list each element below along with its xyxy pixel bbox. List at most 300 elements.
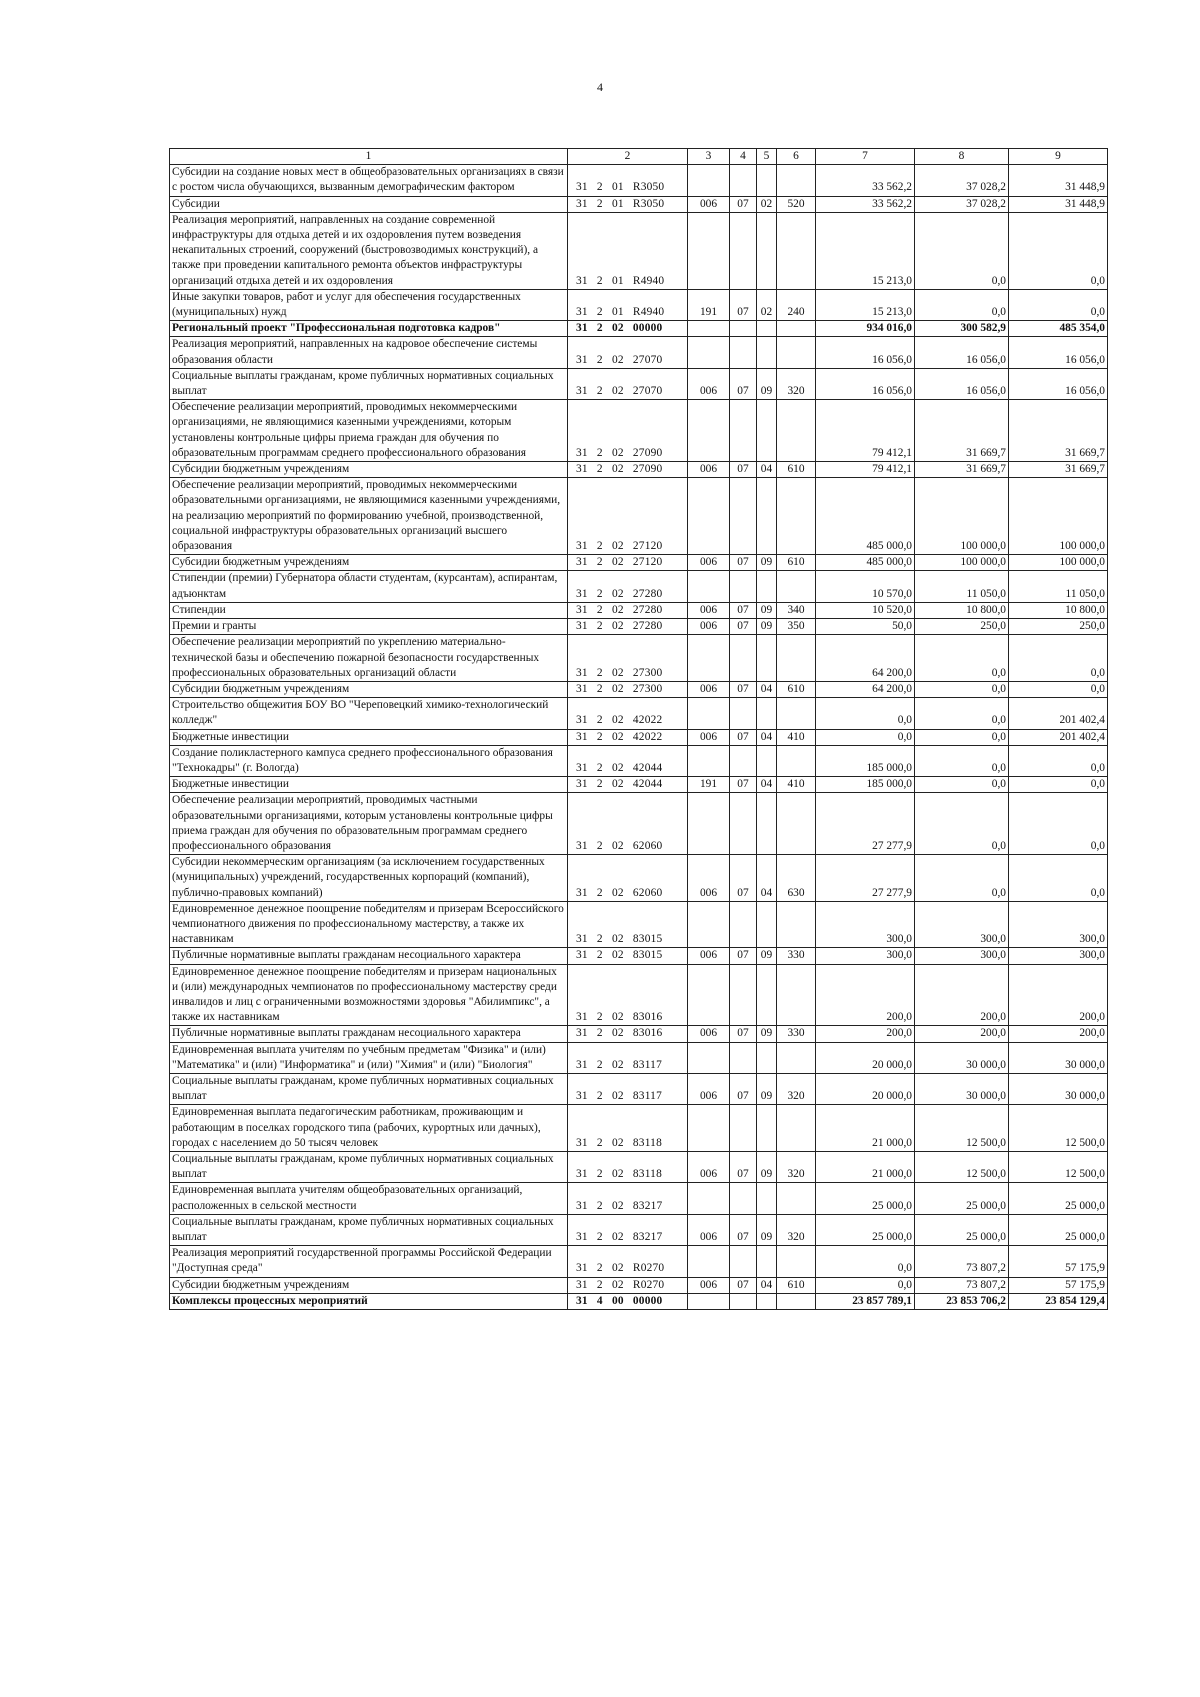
row-code: 31 2 02 27120 (568, 555, 688, 571)
row-kvr (688, 964, 730, 1026)
row-value-col7: 0,0 (816, 729, 915, 745)
row-kvr (688, 1183, 730, 1214)
table-row (170, 196, 1108, 212)
row-subsection: 09 (757, 555, 777, 571)
table-row (170, 901, 1108, 948)
page-number: 4 (597, 80, 603, 94)
row-kvr (688, 478, 730, 555)
row-value-col7: 64 200,0 (816, 681, 915, 697)
row-subsection (757, 321, 777, 337)
row-subsection: 04 (757, 855, 777, 902)
row-value-col8: 31 669,7 (915, 400, 1009, 462)
row-value-col8: 12 500,0 (915, 1152, 1009, 1183)
row-name: Стипендии (170, 602, 568, 618)
row-kosgu (777, 337, 816, 368)
row-code: 31 2 01 R3050 (568, 196, 688, 212)
row-value-col7: 79 412,1 (816, 462, 915, 478)
row-kvr (688, 635, 730, 682)
row-kvr (688, 571, 730, 602)
row-name: Субсидии бюджетным учреждениям (170, 1277, 568, 1293)
row-value-col9: 0,0 (1009, 745, 1108, 776)
row-name: Единовременная выплата педагогическим работникам, проживающим и работающим в поселках городского типа (рабочих, курортных или дачных), городах с населением до 50 тысяч человек (170, 1105, 568, 1152)
row-code: 31 2 02 83016 (568, 964, 688, 1026)
row-value-col9: 31 448,9 (1009, 196, 1108, 212)
row-kosgu (777, 793, 816, 855)
row-value-col7: 0,0 (816, 1246, 915, 1277)
row-subsection: 04 (757, 1277, 777, 1293)
row-section (730, 212, 757, 289)
row-kvr (688, 337, 730, 368)
row-value-col9: 16 056,0 (1009, 337, 1108, 368)
row-value-col7: 0,0 (816, 1277, 915, 1293)
row-subsection (757, 1246, 777, 1277)
row-value-col9: 25 000,0 (1009, 1214, 1108, 1245)
row-name: Обеспечение реализации мероприятий, проводимых частными образовательными организациями, которым установлены контрольные цифры приема граждан для обучения по образовательным программам среднего профессионального образования (170, 793, 568, 855)
row-name: Стипендии (премии) Губернатора области студентам, (курсантам), аспирантам, адъюнктам (170, 571, 568, 602)
row-name: Единовременная выплата учителям общеобразовательных организаций, расположенных в сельской местности (170, 1183, 568, 1214)
row-value-col9: 30 000,0 (1009, 1042, 1108, 1073)
row-code: 31 2 02 83117 (568, 1073, 688, 1104)
row-value-col9: 12 500,0 (1009, 1105, 1108, 1152)
row-name: Бюджетные инвестиции (170, 729, 568, 745)
row-kvr (688, 793, 730, 855)
row-value-col7: 10 520,0 (816, 602, 915, 618)
row-name: Публичные нормативные выплаты гражданам несоциального характера (170, 1026, 568, 1042)
row-value-col8: 0,0 (915, 855, 1009, 902)
row-subsection (757, 635, 777, 682)
row-code: 31 2 02 27300 (568, 635, 688, 682)
row-value-col9: 0,0 (1009, 289, 1108, 320)
row-value-col9: 100 000,0 (1009, 555, 1108, 571)
row-value-col7: 64 200,0 (816, 635, 915, 682)
row-value-col7: 934 016,0 (816, 321, 915, 337)
row-value-col8: 12 500,0 (915, 1105, 1009, 1152)
row-kosgu: 330 (777, 948, 816, 964)
row-kosgu: 330 (777, 1026, 816, 1042)
column-header: 9 (1009, 149, 1108, 165)
row-value-col7: 23 857 789,1 (816, 1293, 915, 1309)
row-section (730, 745, 757, 776)
row-kvr: 006 (688, 368, 730, 399)
row-value-col7: 0,0 (816, 698, 915, 729)
row-subsection (757, 1042, 777, 1073)
row-kosgu (777, 964, 816, 1026)
row-section: 07 (730, 196, 757, 212)
row-value-col8: 0,0 (915, 729, 1009, 745)
row-value-col8: 37 028,2 (915, 196, 1009, 212)
row-value-col9: 16 056,0 (1009, 368, 1108, 399)
row-kosgu: 320 (777, 368, 816, 399)
table-row (170, 1293, 1108, 1309)
row-kvr: 006 (688, 196, 730, 212)
row-section: 07 (730, 1073, 757, 1104)
row-value-col9: 0,0 (1009, 855, 1108, 902)
row-value-col8: 250,0 (915, 619, 1009, 635)
row-kvr: 006 (688, 602, 730, 618)
row-kosgu (777, 1246, 816, 1277)
row-value-col8: 25 000,0 (915, 1214, 1009, 1245)
table-row (170, 855, 1108, 902)
row-kvr: 006 (688, 681, 730, 697)
row-value-col7: 21 000,0 (816, 1105, 915, 1152)
row-value-col9: 300,0 (1009, 948, 1108, 964)
table-row (170, 777, 1108, 793)
row-section (730, 793, 757, 855)
table-row (170, 793, 1108, 855)
table-row (170, 571, 1108, 602)
budget-table (169, 148, 1108, 1310)
row-subsection (757, 1293, 777, 1309)
row-value-col7: 79 412,1 (816, 400, 915, 462)
row-subsection (757, 571, 777, 602)
row-section (730, 635, 757, 682)
row-subsection (757, 964, 777, 1026)
column-header: 8 (915, 149, 1009, 165)
row-section (730, 337, 757, 368)
row-section: 07 (730, 948, 757, 964)
row-kvr (688, 321, 730, 337)
row-value-col8: 0,0 (915, 681, 1009, 697)
row-code: 31 2 01 R4940 (568, 212, 688, 289)
row-kosgu: 610 (777, 555, 816, 571)
row-kosgu (777, 745, 816, 776)
row-kosgu: 320 (777, 1152, 816, 1183)
column-header: 1 (170, 149, 568, 165)
row-kvr (688, 400, 730, 462)
row-section (730, 1183, 757, 1214)
row-value-col8: 0,0 (915, 793, 1009, 855)
row-kosgu: 350 (777, 619, 816, 635)
row-value-col8: 37 028,2 (915, 165, 1009, 196)
row-subsection (757, 337, 777, 368)
row-subsection: 04 (757, 462, 777, 478)
row-subsection (757, 901, 777, 948)
row-value-col9: 250,0 (1009, 619, 1108, 635)
row-kvr: 006 (688, 1026, 730, 1042)
row-value-col7: 16 056,0 (816, 337, 915, 368)
row-section: 07 (730, 619, 757, 635)
row-subsection: 09 (757, 1214, 777, 1245)
row-value-col7: 185 000,0 (816, 745, 915, 776)
row-name: Иные закупки товаров, работ и услуг для обеспечения государственных (муниципальных) нужд (170, 289, 568, 320)
row-value-col8: 10 800,0 (915, 602, 1009, 618)
row-code: 31 2 02 83217 (568, 1183, 688, 1214)
row-subsection (757, 165, 777, 196)
row-section: 07 (730, 777, 757, 793)
row-kosgu: 320 (777, 1073, 816, 1104)
row-value-col7: 485 000,0 (816, 555, 915, 571)
row-name: Субсидии некоммерческим организациям (за исключением государственных (муниципальных) учреждений, государственных корпораций (компаний), публично-правовых компаний) (170, 855, 568, 902)
row-section (730, 571, 757, 602)
row-section: 07 (730, 855, 757, 902)
row-section: 07 (730, 1277, 757, 1293)
table-row (170, 729, 1108, 745)
row-value-col9: 200,0 (1009, 964, 1108, 1026)
row-value-col9: 10 800,0 (1009, 602, 1108, 618)
row-value-col7: 300,0 (816, 948, 915, 964)
row-kosgu (777, 212, 816, 289)
row-value-col7: 20 000,0 (816, 1042, 915, 1073)
row-kosgu: 610 (777, 1277, 816, 1293)
table-row (170, 681, 1108, 697)
row-value-col7: 33 562,2 (816, 196, 915, 212)
row-section (730, 478, 757, 555)
row-value-col8: 100 000,0 (915, 478, 1009, 555)
row-code: 31 2 02 42022 (568, 698, 688, 729)
row-code: 31 2 02 42044 (568, 745, 688, 776)
row-value-col7: 25 000,0 (816, 1214, 915, 1245)
row-section (730, 901, 757, 948)
row-name: Субсидии (170, 196, 568, 212)
row-value-col7: 185 000,0 (816, 777, 915, 793)
row-value-col8: 30 000,0 (915, 1042, 1009, 1073)
row-subsection (757, 400, 777, 462)
row-section: 07 (730, 1026, 757, 1042)
row-kosgu: 410 (777, 729, 816, 745)
row-value-col9: 57 175,9 (1009, 1246, 1108, 1277)
row-subsection: 09 (757, 948, 777, 964)
row-name: Социальные выплаты гражданам, кроме публичных нормативных социальных выплат (170, 368, 568, 399)
row-section: 07 (730, 729, 757, 745)
row-subsection (757, 698, 777, 729)
row-value-col9: 485 354,0 (1009, 321, 1108, 337)
row-value-col8: 30 000,0 (915, 1073, 1009, 1104)
row-subsection: 09 (757, 1026, 777, 1042)
row-subsection: 02 (757, 196, 777, 212)
row-subsection: 09 (757, 1152, 777, 1183)
table-row (170, 698, 1108, 729)
row-code: 31 2 02 62060 (568, 793, 688, 855)
table-row (170, 1246, 1108, 1277)
row-value-col7: 15 213,0 (816, 289, 915, 320)
row-code: 31 2 02 27090 (568, 462, 688, 478)
row-subsection (757, 745, 777, 776)
row-code: 31 2 02 27300 (568, 681, 688, 697)
row-value-col8: 25 000,0 (915, 1183, 1009, 1214)
row-code: 31 2 02 83118 (568, 1152, 688, 1183)
row-code: 31 2 02 83118 (568, 1105, 688, 1152)
row-value-col9: 201 402,4 (1009, 729, 1108, 745)
row-subsection: 09 (757, 368, 777, 399)
row-code: 31 2 02 R0270 (568, 1277, 688, 1293)
row-subsection: 04 (757, 777, 777, 793)
row-name: Обеспечение реализации мероприятий, проводимых некоммерческими организациями, не являющимися казенными учреждениями, которым установлены контрольные цифры приема граждан для обучения по образовательным программам среднего профессионального образования (170, 400, 568, 462)
row-value-col9: 23 854 129,4 (1009, 1293, 1108, 1309)
table-row (170, 321, 1108, 337)
row-kosgu (777, 571, 816, 602)
table-row (170, 478, 1108, 555)
row-value-col9: 31 448,9 (1009, 165, 1108, 196)
row-kosgu (777, 698, 816, 729)
row-kvr: 006 (688, 462, 730, 478)
row-value-col8: 0,0 (915, 777, 1009, 793)
row-value-col9: 100 000,0 (1009, 478, 1108, 555)
row-value-col9: 0,0 (1009, 793, 1108, 855)
row-code: 31 2 02 27090 (568, 400, 688, 462)
row-value-col8: 16 056,0 (915, 337, 1009, 368)
row-code: 31 2 02 R0270 (568, 1246, 688, 1277)
table-row (170, 745, 1108, 776)
row-value-col7: 200,0 (816, 1026, 915, 1042)
row-name: Региональный проект "Профессиональная подготовка кадров" (170, 321, 568, 337)
row-kosgu (777, 321, 816, 337)
row-name: Социальные выплаты гражданам, кроме публичных нормативных социальных выплат (170, 1152, 568, 1183)
table-row (170, 1214, 1108, 1245)
row-kosgu (777, 635, 816, 682)
row-kvr: 006 (688, 1214, 730, 1245)
row-value-col8: 0,0 (915, 745, 1009, 776)
row-kosgu (777, 165, 816, 196)
row-name: Единовременное денежное поощрение победителям и призерам национальных и (или) международных чемпионатов по профессиональному мастерству среди инвалидов и лиц с ограниченными возможностями здоровья "Абилимпикс", а также их наставникам (170, 964, 568, 1026)
row-kosgu: 340 (777, 602, 816, 618)
row-kvr (688, 1105, 730, 1152)
row-section: 07 (730, 462, 757, 478)
row-kosgu (777, 1293, 816, 1309)
row-code: 31 2 02 27070 (568, 337, 688, 368)
row-name: Социальные выплаты гражданам, кроме публичных нормативных социальных выплат (170, 1214, 568, 1245)
row-value-col8: 200,0 (915, 1026, 1009, 1042)
row-value-col8: 0,0 (915, 698, 1009, 729)
row-value-col8: 73 807,2 (915, 1246, 1009, 1277)
table-row (170, 635, 1108, 682)
row-kvr: 006 (688, 555, 730, 571)
row-section (730, 1293, 757, 1309)
row-section: 07 (730, 555, 757, 571)
row-code: 31 2 02 42022 (568, 729, 688, 745)
table-row (170, 602, 1108, 618)
row-value-col8: 300,0 (915, 948, 1009, 964)
table-row (170, 212, 1108, 289)
row-value-col9: 11 050,0 (1009, 571, 1108, 602)
row-name: Комплексы процессных мероприятий (170, 1293, 568, 1309)
row-value-col9: 12 500,0 (1009, 1152, 1108, 1183)
row-code: 31 2 02 27280 (568, 602, 688, 618)
row-value-col8: 73 807,2 (915, 1277, 1009, 1293)
row-value-col8: 300 582,9 (915, 321, 1009, 337)
row-value-col8: 200,0 (915, 964, 1009, 1026)
row-kvr: 006 (688, 1073, 730, 1104)
row-value-col7: 33 562,2 (816, 165, 915, 196)
row-section (730, 1042, 757, 1073)
row-kvr: 191 (688, 777, 730, 793)
column-header: 7 (816, 149, 915, 165)
row-name: Обеспечение реализации мероприятий по укреплению материально-технической базы и обеспечению пожарной безопасности государственных профессиональных образовательных организаций области (170, 635, 568, 682)
row-kosgu: 320 (777, 1214, 816, 1245)
row-value-col7: 300,0 (816, 901, 915, 948)
table-row (170, 1152, 1108, 1183)
row-kvr: 006 (688, 1152, 730, 1183)
row-subsection (757, 1183, 777, 1214)
row-kvr: 006 (688, 855, 730, 902)
row-kvr (688, 698, 730, 729)
column-header: 5 (757, 149, 777, 165)
row-value-col7: 25 000,0 (816, 1183, 915, 1214)
row-code: 31 2 02 27280 (568, 619, 688, 635)
row-kosgu: 520 (777, 196, 816, 212)
row-section: 07 (730, 289, 757, 320)
row-kosgu: 610 (777, 681, 816, 697)
row-name: Публичные нормативные выплаты гражданам несоциального характера (170, 948, 568, 964)
row-kosgu (777, 1105, 816, 1152)
table-row (170, 1026, 1108, 1042)
row-section (730, 165, 757, 196)
row-kosgu (777, 1183, 816, 1214)
row-value-col8: 300,0 (915, 901, 1009, 948)
row-code: 31 2 02 83015 (568, 901, 688, 948)
row-kvr: 006 (688, 619, 730, 635)
row-kosgu: 240 (777, 289, 816, 320)
row-value-col8: 100 000,0 (915, 555, 1009, 571)
column-header: 4 (730, 149, 757, 165)
row-section (730, 400, 757, 462)
table-row (170, 462, 1108, 478)
row-kvr: 006 (688, 729, 730, 745)
row-kvr (688, 1293, 730, 1309)
row-name: Субсидии бюджетным учреждениям (170, 462, 568, 478)
row-kvr (688, 745, 730, 776)
row-value-col9: 31 669,7 (1009, 400, 1108, 462)
row-value-col9: 25 000,0 (1009, 1183, 1108, 1214)
table-row (170, 964, 1108, 1026)
row-section (730, 698, 757, 729)
row-value-col7: 16 056,0 (816, 368, 915, 399)
row-name: Единовременное денежное поощрение победителям и призерам Всероссийского чемпионатного движения по профессиональному мастерству, а также их наставникам (170, 901, 568, 948)
row-value-col7: 21 000,0 (816, 1152, 915, 1183)
row-section: 07 (730, 681, 757, 697)
row-value-col9: 201 402,4 (1009, 698, 1108, 729)
table-row (170, 1042, 1108, 1073)
row-kvr: 006 (688, 1277, 730, 1293)
row-section (730, 321, 757, 337)
row-value-col7: 200,0 (816, 964, 915, 1026)
row-code: 31 2 02 62060 (568, 855, 688, 902)
row-name: Субсидии бюджетным учреждениям (170, 681, 568, 697)
row-value-col7: 27 277,9 (816, 793, 915, 855)
column-header: 3 (688, 149, 730, 165)
row-code: 31 2 02 83117 (568, 1042, 688, 1073)
row-code: 31 2 02 27120 (568, 478, 688, 555)
row-subsection (757, 478, 777, 555)
row-kosgu: 630 (777, 855, 816, 902)
row-code: 31 2 02 83015 (568, 948, 688, 964)
row-value-col8: 0,0 (915, 212, 1009, 289)
header-row (170, 149, 1108, 165)
row-value-col8: 31 669,7 (915, 462, 1009, 478)
row-section: 07 (730, 1152, 757, 1183)
table-row (170, 165, 1108, 196)
row-kvr: 191 (688, 289, 730, 320)
row-code: 31 2 02 83016 (568, 1026, 688, 1042)
table-row (170, 555, 1108, 571)
row-kvr (688, 1246, 730, 1277)
row-subsection: 09 (757, 619, 777, 635)
table-row (170, 1105, 1108, 1152)
table-row (170, 1183, 1108, 1214)
row-section: 07 (730, 602, 757, 618)
row-subsection (757, 1105, 777, 1152)
row-name: Бюджетные инвестиции (170, 777, 568, 793)
row-name: Создание поликластерного кампуса среднего профессионального образования "Технокадры" (г. Вологда) (170, 745, 568, 776)
row-value-col7: 20 000,0 (816, 1073, 915, 1104)
row-value-col9: 30 000,0 (1009, 1073, 1108, 1104)
table-row (170, 619, 1108, 635)
row-name: Обеспечение реализации мероприятий, проводимых некоммерческими образовательными организациями, не являющимися казенными учреждениями, на реализацию мероприятий по формированию учебной, производственной, социальной инфраструктуры образовательных организаций высшего образования (170, 478, 568, 555)
row-name: Единовременная выплата учителям по учебным предметам "Физика" и (или) "Математика" и (или) "Информатика" и (или) "Химия" и (или) "Биология" (170, 1042, 568, 1073)
row-value-col9: 31 669,7 (1009, 462, 1108, 478)
row-value-col9: 200,0 (1009, 1026, 1108, 1042)
row-value-col9: 57 175,9 (1009, 1277, 1108, 1293)
row-value-col7: 27 277,9 (816, 855, 915, 902)
